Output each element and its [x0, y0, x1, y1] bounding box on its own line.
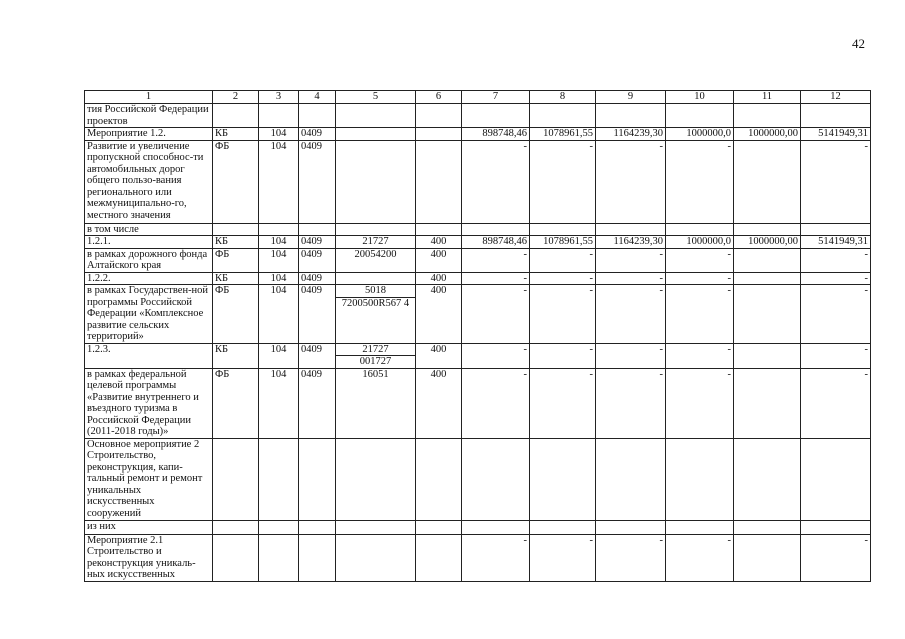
- cell-src: ФБ: [213, 285, 259, 344]
- cell-c11: [734, 534, 801, 581]
- cell-c8: -: [530, 272, 596, 285]
- cell-c6: [416, 534, 462, 581]
- cell-c9: -: [596, 272, 666, 285]
- row-description: Основное мероприятие 2 Строительство, реконструкция, капи-тальный ремонт и ремонт уникальных искусственных сооружений: [85, 438, 213, 520]
- cell-src: [213, 104, 259, 128]
- cell-c11: [734, 140, 801, 223]
- cell-c9: 1164239,30: [596, 128, 666, 141]
- cell-c12: 5141949,31: [801, 128, 871, 141]
- cell-c10: [666, 223, 734, 236]
- cell-c8: -: [530, 343, 596, 368]
- cell-c6: [416, 438, 462, 520]
- cell-c6: [416, 104, 462, 128]
- cell-c7: [462, 438, 530, 520]
- cell-src: ФБ: [213, 248, 259, 272]
- cell-src: ФБ: [213, 368, 259, 438]
- header-row: [85, 91, 871, 104]
- cell-c12: [801, 104, 871, 128]
- cell-c10: [666, 520, 734, 534]
- cell-c4: 0409: [299, 343, 336, 368]
- table-row: [85, 104, 871, 128]
- cell-c7: [462, 520, 530, 534]
- cell-c12: -: [801, 368, 871, 438]
- cell-src: ФБ: [213, 140, 259, 223]
- cell-c3: [259, 438, 299, 520]
- cell-c3: [259, 223, 299, 236]
- cell-c6: 400: [416, 236, 462, 249]
- cell-c11: [734, 223, 801, 236]
- cell-c4: [299, 520, 336, 534]
- cell-c8: -: [530, 248, 596, 272]
- cell-c9: -: [596, 368, 666, 438]
- cell-c11: [734, 285, 801, 344]
- row-description: тия Российской Федерации проектов: [85, 104, 213, 128]
- cell-c7: -: [462, 285, 530, 344]
- cell-c5: [336, 104, 416, 128]
- cell-c7: -: [462, 272, 530, 285]
- cell-c9: [596, 223, 666, 236]
- cell-src: [213, 520, 259, 534]
- column-header: 12: [801, 91, 871, 104]
- cell-c4: [299, 534, 336, 581]
- cell-c7: -: [462, 140, 530, 223]
- cell-c10: -: [666, 140, 734, 223]
- table-row: [85, 534, 871, 581]
- row-description: Развитие и увеличение пропускной способнос-ти автомобильных дорог общего пользо-вания регионального или межмуниципально-го, местного значения: [85, 140, 213, 223]
- cell-c5: [336, 272, 416, 285]
- row-description: 1.2.1.: [85, 236, 213, 249]
- column-header: 9: [596, 91, 666, 104]
- cell-c8: [530, 104, 596, 128]
- cell-c5: 21727: [336, 236, 416, 249]
- cell-c8: [530, 438, 596, 520]
- cell-c12: [801, 520, 871, 534]
- cell-c7: [462, 223, 530, 236]
- cell-c9: -: [596, 534, 666, 581]
- table-row: [85, 140, 871, 223]
- cell-c4: 0409: [299, 285, 336, 344]
- cell-c3: 104: [259, 248, 299, 272]
- cell-src: КБ: [213, 272, 259, 285]
- cell-src: [213, 223, 259, 236]
- cell-c5: [336, 520, 416, 534]
- cell-c11: 1000000,00: [734, 236, 801, 249]
- target-article-code: 7200500R567 4: [336, 297, 415, 310]
- row-description: в рамках дорожного фонда Алтайского края: [85, 248, 213, 272]
- table-row: [85, 285, 871, 344]
- table-row: [85, 248, 871, 272]
- table-row: [85, 438, 871, 520]
- cell-c10: -: [666, 534, 734, 581]
- cell-c8: -: [530, 534, 596, 581]
- table-row: [85, 343, 871, 368]
- column-header: 5: [336, 91, 416, 104]
- cell-c6: 400: [416, 272, 462, 285]
- target-article-cell: [336, 285, 416, 344]
- cell-c12: [801, 223, 871, 236]
- cell-src: [213, 438, 259, 520]
- cell-c11: [734, 343, 801, 368]
- cell-c12: [801, 438, 871, 520]
- cell-c3: 104: [259, 343, 299, 368]
- cell-c8: -: [530, 368, 596, 438]
- cell-c6: [416, 128, 462, 141]
- cell-c12: -: [801, 248, 871, 272]
- cell-c3: [259, 520, 299, 534]
- page-number: 42: [852, 36, 865, 51]
- column-header: 1: [85, 91, 213, 104]
- cell-c10: -: [666, 285, 734, 344]
- cell-c9: -: [596, 343, 666, 368]
- cell-c4: 0409: [299, 368, 336, 438]
- cell-c4: [299, 223, 336, 236]
- cell-c8: 1078961,55: [530, 128, 596, 141]
- cell-c8: 1078961,55: [530, 236, 596, 249]
- column-header: 4: [299, 91, 336, 104]
- row-description: 1.2.3.: [85, 343, 213, 368]
- cell-c7: -: [462, 534, 530, 581]
- cell-c5: [336, 438, 416, 520]
- target-article-code: 21727: [362, 343, 389, 355]
- row-description: 1.2.2.: [85, 272, 213, 285]
- cell-c9: -: [596, 248, 666, 272]
- budget-table: [84, 90, 871, 582]
- cell-c6: 400: [416, 285, 462, 344]
- cell-c11: 1000000,00: [734, 128, 801, 141]
- cell-c7: -: [462, 248, 530, 272]
- cell-c4: 0409: [299, 128, 336, 141]
- cell-c4: [299, 438, 336, 520]
- cell-c5: 16051: [336, 368, 416, 438]
- cell-c9: 1164239,30: [596, 236, 666, 249]
- row-description: Мероприятие 2.1 Строительство и реконструкция уникаль-ных искусственных: [85, 534, 213, 581]
- cell-c8: -: [530, 140, 596, 223]
- cell-c12: -: [801, 272, 871, 285]
- table-row: [85, 368, 871, 438]
- target-article-code: 5018: [365, 285, 386, 296]
- cell-c5: [336, 128, 416, 141]
- cell-c3: 104: [259, 272, 299, 285]
- cell-c6: [416, 140, 462, 223]
- table-row: [85, 272, 871, 285]
- cell-c6: 400: [416, 343, 462, 368]
- cell-c6: 400: [416, 368, 462, 438]
- table-body: [85, 104, 871, 582]
- cell-c3: 104: [259, 368, 299, 438]
- cell-c3: 104: [259, 128, 299, 141]
- cell-c8: [530, 520, 596, 534]
- cell-c10: -: [666, 368, 734, 438]
- cell-src: КБ: [213, 128, 259, 141]
- column-header: 7: [462, 91, 530, 104]
- cell-c7: -: [462, 343, 530, 368]
- cell-c11: [734, 438, 801, 520]
- cell-c10: -: [666, 343, 734, 368]
- cell-c11: [734, 520, 801, 534]
- cell-c6: [416, 520, 462, 534]
- cell-c10: -: [666, 272, 734, 285]
- cell-c11: [734, 272, 801, 285]
- cell-src: КБ: [213, 343, 259, 368]
- cell-c8: [530, 223, 596, 236]
- column-header: 10: [666, 91, 734, 104]
- cell-c3: [259, 534, 299, 581]
- cell-c5: 20054200: [336, 248, 416, 272]
- cell-c5: [336, 140, 416, 223]
- cell-c12: -: [801, 140, 871, 223]
- row-description: в рамках федеральной целевой программы «Развитие внутреннего и въездного туризма в Российской Федерации (2011-2018 годы)»: [85, 368, 213, 438]
- cell-c8: -: [530, 285, 596, 344]
- cell-c9: [596, 104, 666, 128]
- cell-c5: [336, 223, 416, 236]
- cell-c4: 0409: [299, 272, 336, 285]
- row-description: Мероприятие 1.2.: [85, 128, 213, 141]
- cell-c12: -: [801, 285, 871, 344]
- cell-c9: -: [596, 140, 666, 223]
- cell-c7: [462, 104, 530, 128]
- cell-c5: [336, 534, 416, 581]
- cell-c10: 1000000,0: [666, 128, 734, 141]
- cell-c12: -: [801, 343, 871, 368]
- cell-c6: 400: [416, 248, 462, 272]
- cell-c9: [596, 438, 666, 520]
- cell-c10: -: [666, 248, 734, 272]
- cell-c9: [596, 520, 666, 534]
- cell-c4: [299, 104, 336, 128]
- cell-c4: 0409: [299, 236, 336, 249]
- cell-c9: -: [596, 285, 666, 344]
- column-header: 3: [259, 91, 299, 104]
- cell-c11: [734, 368, 801, 438]
- target-article-cell: [336, 343, 416, 368]
- cell-c7: -: [462, 368, 530, 438]
- table-row: [85, 128, 871, 141]
- column-header: 11: [734, 91, 801, 104]
- cell-c7: 898748,46: [462, 236, 530, 249]
- cell-c10: [666, 104, 734, 128]
- cell-c3: 104: [259, 140, 299, 223]
- cell-c11: [734, 248, 801, 272]
- cell-c12: 5141949,31: [801, 236, 871, 249]
- column-header: 6: [416, 91, 462, 104]
- cell-c4: 0409: [299, 140, 336, 223]
- cell-c10: [666, 438, 734, 520]
- row-description: из них: [85, 520, 213, 534]
- cell-c4: 0409: [299, 248, 336, 272]
- column-header: 2: [213, 91, 259, 104]
- cell-src: [213, 534, 259, 581]
- table-row: [85, 236, 871, 249]
- cell-src: КБ: [213, 236, 259, 249]
- cell-c3: [259, 104, 299, 128]
- cell-c11: [734, 104, 801, 128]
- cell-c7: 898748,46: [462, 128, 530, 141]
- cell-c6: [416, 223, 462, 236]
- cell-c10: 1000000,0: [666, 236, 734, 249]
- column-header: 8: [530, 91, 596, 104]
- cell-c3: 104: [259, 236, 299, 249]
- cell-c12: -: [801, 534, 871, 581]
- row-description: в том числе: [85, 223, 213, 236]
- table-row: [85, 223, 871, 236]
- target-article-code: 001727: [336, 355, 415, 368]
- table-row: [85, 520, 871, 534]
- cell-c3: 104: [259, 285, 299, 344]
- row-description: в рамках Государствен-ной программы Российской Федерации «Комплексное развитие сельских территорий»: [85, 285, 213, 344]
